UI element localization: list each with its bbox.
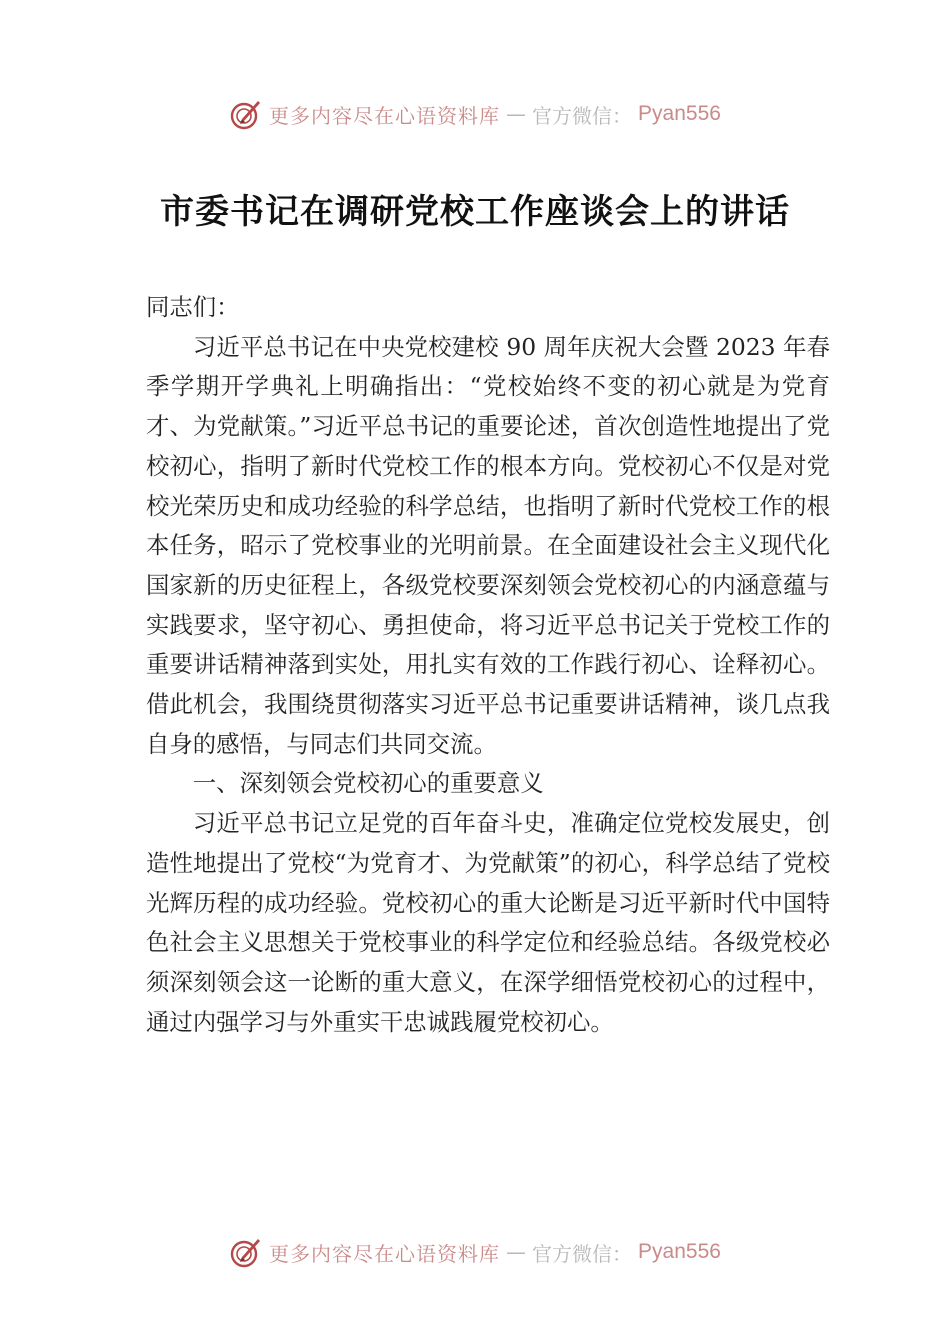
wechat-label: 官方微信： <box>532 103 633 128</box>
section-heading: 一、深刻领会党校初心的重要意义 <box>192 769 544 798</box>
pen-feather-logo-icon <box>229 1235 263 1269</box>
banner-dash: — <box>506 102 527 126</box>
document-title: 市委书记在调研党校工作座谈会上的讲话 <box>160 192 790 232</box>
brand-text: 更多内容尽在心语资料库 <box>269 1241 501 1266</box>
section-paragraph: 习近平总书记立足党的百年奋斗史，准确定位党校发展史，创造性地提出了党校“为党育才、为党献策”的初心，科学总结了党校光辉历程的成功经验。党校初心的重大论断是习近平新时代中国特色社会主义思想关于党校事业的科学定位和经验总结。各级党校必须深刻领会这一论断的重大意义，在深学细悟党校初心的过程中，通过内强学习与外重实干忠诚践履党校初心。 <box>146 809 830 1036</box>
wechat-label: 官方微信： <box>532 1241 633 1266</box>
wechat-id: Pyan556 <box>638 102 721 125</box>
intro-paragraph: 习近平总书记在中央党校建校 90 周年庆祝大会暨 2023 年春季学期开学典礼上明确指出：“党校始终不变的初心就是为党育才、为党献策。”习近平总书记的重要论述，首次创造性地提出了党校初心，指明了新时代党校工作的根本方向。党校初心不仅是对党校光荣历史和成功经验的科学总结，也指明了新时代党校工作的根本任务，昭示了党校事业的光明前景。在全面建设社会主义现代化国家新的历史征程上，各级党校要深刻领会党校初心的内涵意蕴与实践要求，坚守初心、勇担使命，将习近平总书记关于党校工作的重要讲话精神落到实处，用扎实有效的工作践行初心、诠释初心。借此机会，我围绕贯彻落实习近平总书记重要讲话精神，谈几点我自身的感悟，与同志们共同交流。 <box>146 332 830 758</box>
salutation: 同志们： <box>146 293 240 321</box>
wechat-id: Pyan556 <box>638 1240 721 1263</box>
document-body <box>146 288 830 1042</box>
brand-text: 更多内容尽在心语资料库 <box>269 103 501 128</box>
banner-dash: — <box>506 1240 527 1264</box>
footer-banner <box>0 1232 950 1272</box>
pen-feather-logo-icon <box>229 97 263 131</box>
header-banner <box>0 94 950 134</box>
